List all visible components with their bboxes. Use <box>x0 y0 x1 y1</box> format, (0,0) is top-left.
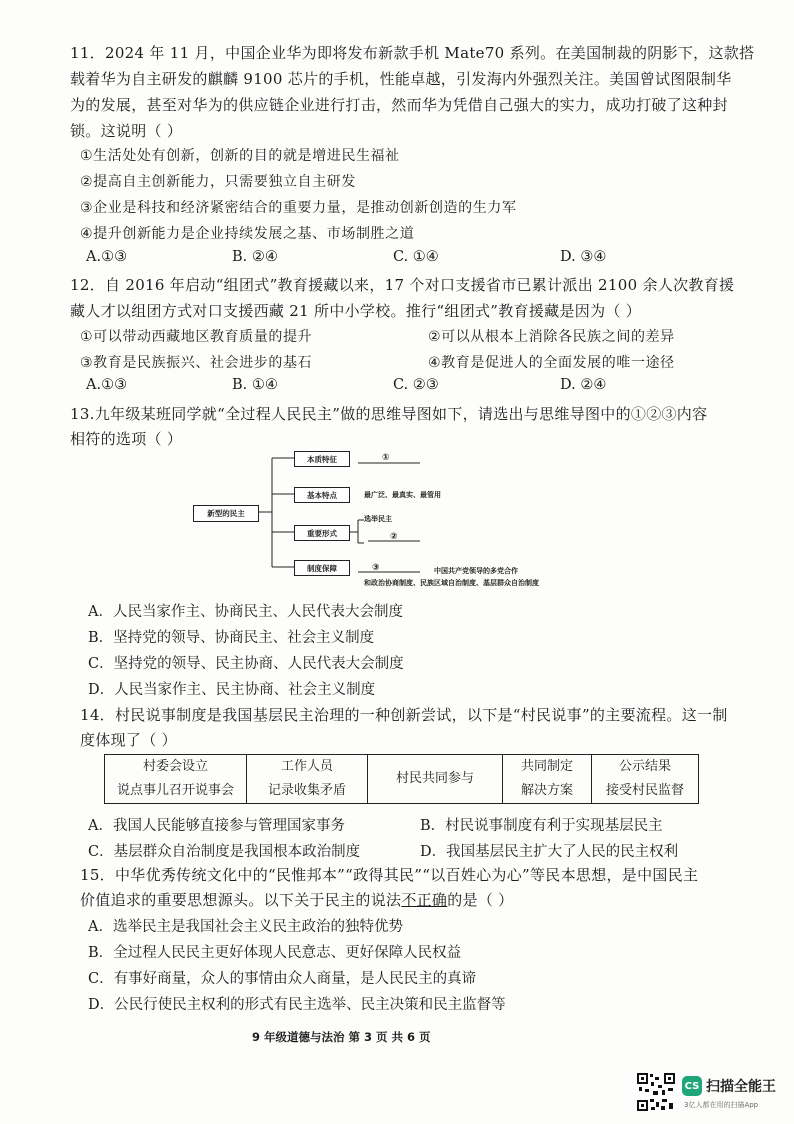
q12-statement-4: ④教育是促进人的全面发展的唯一途径 <box>428 355 675 371</box>
process-step-4-line-2: 解决方案 <box>520 783 573 798</box>
mindmap-system-line-2: 和政治协商制度、民族区域自治制度、基层群众自治制度 <box>364 579 539 587</box>
q12-line-1: 12．自 2016 年启动“组团式”教育援藏以来，17 个对口支援省市已累计派出 2100 余人次教育援 <box>70 276 735 294</box>
watermark-subtitle: 3亿人都在用的扫描App <box>684 1101 759 1109</box>
q12-choice-b: B. ①④ <box>232 377 278 393</box>
q13-choice-c: C．坚持党的领导、民主协商、人民代表大会制度 <box>88 656 404 672</box>
q12-line-2: 藏人才以组团方式对口支援西藏 21 所中小学校。推行“组团式”教育援藏是因为（ ） <box>70 302 642 320</box>
q11-choice-a: A.①③ <box>86 249 128 265</box>
q12-statement-2: ②可以从根本上消除各民族之间的差异 <box>428 329 675 345</box>
q14-choice-a: A．我国人民能够直接参与管理国家事务 <box>88 818 345 834</box>
q12-choice-d: D. ②④ <box>560 377 607 393</box>
q15-line-2-tail: 的是（ ） <box>447 891 514 909</box>
mindmap-node-essence: 本质特征 <box>294 451 350 467</box>
process-step-2-line-2: 记录收集矛盾 <box>267 783 346 798</box>
camscanner-logo-icon: CS <box>682 1076 702 1096</box>
mindmap-blank-3: ③ <box>372 563 380 573</box>
q14-choice-b: B．村民说事制度有利于实现基层民主 <box>420 818 663 834</box>
process-step-3-line-1: 村民共同参与 <box>395 771 474 786</box>
process-step-4-line-1: 共同制定 <box>520 759 573 774</box>
q13-choice-a: A．人民当家作主、协商民主、人民代表大会制度 <box>88 604 403 620</box>
q12-statement-3: ③教育是民族振兴、社会进步的基石 <box>80 355 313 371</box>
q11-statement-2: ②提高自主创新能力，只需要独立自主研发 <box>80 174 356 190</box>
q11-statement-3: ③企业是科技和经济紧密结合的重要力量，是推动创新创造的生力军 <box>80 200 517 216</box>
process-step-2-line-1: 工作人员 <box>280 759 333 774</box>
q15-choice-c: C．有事好商量，众人的事情由众人商量，是人民民主的真谛 <box>88 971 477 987</box>
qr-code-icon <box>636 1072 676 1112</box>
process-step-4 <box>503 755 592 804</box>
q15-line-1: 15．中华优秀传统文化中的“民惟邦本”“政得其民”“以百姓心为心”等民本思想，是中国民主 <box>80 866 699 884</box>
q14-choice-c: C．基层群众自治制度是我国根本政治制度 <box>88 844 361 860</box>
mindmap-features-text: 最广泛、最真实、最管用 <box>364 491 441 499</box>
process-step-5-line-1: 公示结果 <box>618 759 671 774</box>
process-step-3 <box>368 755 503 804</box>
q12-choice-a: A.①③ <box>86 377 128 393</box>
q15-choice-d: D．公民行使民主权利的形式有民主选举、民主决策和民主监督等 <box>88 997 506 1013</box>
process-row <box>105 755 699 804</box>
q12-choice-c: C. ②③ <box>393 377 439 393</box>
q13-choice-d: D．人民当家作主、民主协商、社会主义制度 <box>88 682 376 698</box>
mindmap-form-election: 选举民主 <box>364 515 392 523</box>
q11-line-4: 锁。这说明（ ） <box>70 122 183 140</box>
watermark-title: 扫描全能王 <box>706 1079 776 1095</box>
process-step-1-line-1: 村委会设立 <box>142 759 208 774</box>
process-table <box>104 754 699 804</box>
q13-line-1: 13.九年级某班同学就“全过程人民民主”做的思维导图如下，请选出与思维导图中的①②③内容 <box>70 405 708 423</box>
q11-choice-c: C. ①④ <box>393 249 439 265</box>
q15-choice-b: B．全过程人民民主更好体现人民意志、更好保障人民权益 <box>88 945 462 961</box>
q15-choice-a: A．选举民主是我国社会主义民主政治的独特优势 <box>88 919 403 935</box>
process-step-1-line-2: 说点事儿召开说事会 <box>116 783 234 798</box>
q13-line-2: 相符的选项（ ） <box>70 430 183 448</box>
process-step-5-line-2: 接受村民监督 <box>605 783 684 798</box>
mindmap-node-features: 基本特点 <box>294 487 350 503</box>
process-step-2 <box>247 755 368 804</box>
mindmap-system-line-1: 中国共产党领导的多党合作 <box>434 567 518 575</box>
q12-statement-1: ①可以带动西藏地区教育质量的提升 <box>80 329 313 345</box>
q14-line-1: 14．村民说事制度是我国基层民主治理的一种创新尝试，以下是“村民说事”的主要流程。这一制 <box>80 706 728 724</box>
mindmap-node-system: 制度保障 <box>294 560 350 576</box>
mindmap-node-forms: 重要形式 <box>294 525 350 541</box>
mindmap-blank-2: ② <box>390 532 398 542</box>
q14-choice-d: D．我国基层民主扩大了人民的民主权利 <box>420 844 679 860</box>
q11-statement-1: ①生活处处有创新，创新的目的就是增进民生福祉 <box>80 148 400 164</box>
process-step-1 <box>105 755 247 804</box>
mindmap-root: 新型的民主 <box>193 505 259 522</box>
q11-choice-d: D. ③④ <box>560 249 607 265</box>
q11-line-2: 载着华为自主研发的麒麟 9100 芯片的手机，性能卓越，引发海内外强烈关注。美国曾试图限制华 <box>70 70 732 88</box>
q11-choice-b: B. ②④ <box>232 249 278 265</box>
q11-statement-4: ④提升创新能力是企业持续发展之基、市场制胜之道 <box>80 226 415 242</box>
q14-line-2: 度体现了（ ） <box>80 731 177 749</box>
q11-line-1: 11．2024 年 11 月，中国企业华为即将发布新款手机 Mate70 系列。在美国制裁的阴影下，这款搭 <box>70 44 755 62</box>
q13-choice-b: B．坚持党的领导、协商民主、社会主义制度 <box>88 630 375 646</box>
q15-line-2-lead: 价值追求的重要思想源头。以下关于民主的说法 <box>80 891 402 909</box>
q15-line-2 <box>80 889 514 910</box>
page-footer: 9 年级道德与法治 第 3 页 共 6 页 <box>252 1030 431 1044</box>
mindmap-blank-1: ① <box>382 453 390 463</box>
q11-line-3: 为的发展，甚至对华为的供应链企业进行打击，然而华为凭借自己强大的实力，成功打破了这种封 <box>70 96 728 114</box>
q15-underlined-keyword: 不正确 <box>401 891 448 909</box>
process-step-5 <box>592 755 699 804</box>
